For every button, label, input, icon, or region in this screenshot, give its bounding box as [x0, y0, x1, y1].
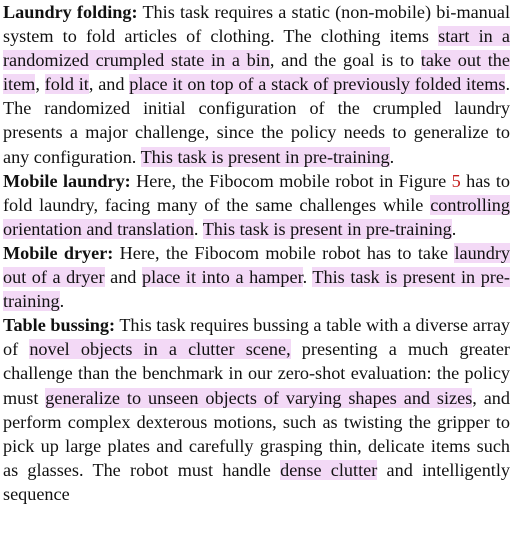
paragraph — [3, 0, 510, 169]
body-text: has to fold laundry, facing many of the same challenges while — [3, 170, 510, 215]
body-text: Here, the Fibocom mobile robot has to take — [113, 242, 455, 263]
body-text: . The randomized initial configuration of the crumpled laundry presents a major challenge, since the policy needs to generalize to any configuration. — [3, 74, 511, 167]
highlighted-text: This task is present in pre-training — [202, 218, 452, 239]
highlighted-text: This task is present in pre-training — [140, 146, 390, 167]
paragraph-term: Table bussing: — [3, 315, 116, 336]
body-text: and intelligently sequence — [3, 459, 510, 504]
document-page — [3, 0, 510, 506]
body-text: . — [451, 218, 457, 239]
paragraph-term: Mobile laundry: — [3, 170, 131, 191]
body-text: This task requires bussing a table with a diverse array of — [3, 315, 510, 360]
highlighted-text: generalize to unseen objects of varying shapes and sizes — [45, 387, 473, 408]
highlighted-text: laundry out of a dryer — [3, 242, 510, 288]
highlighted-text: place it on top of a stack of previously folded items — [129, 74, 506, 95]
body-text: , and — [88, 74, 130, 95]
paragraph — [3, 241, 510, 313]
highlighted-text: fold it — [44, 74, 89, 95]
highlighted-text: novel objects in a clutter scene, — [29, 339, 291, 360]
body-text: presenting a much greater challenge than the benchmark in our zero-shot evaluation: the policy must — [3, 339, 510, 408]
highlighted-text: place it into a hamper — [141, 267, 303, 288]
body-text: and — [104, 267, 142, 288]
paragraph-term: Laundry folding: — [3, 2, 138, 22]
highlighted-text: dense clutter — [280, 459, 378, 480]
paragraph — [3, 169, 510, 241]
body-text: , and the goal is to — [269, 50, 421, 71]
body-text: This task requires a static (non-mobile) bi-manual system to fold articles of clothing. The clothing items — [3, 2, 510, 47]
body-text: , and perform complex dexterous motions, such as twisting the gripper to pick up large plates and carefully grasping thin, delicate items such as glasses. The robot must handle — [3, 387, 510, 480]
highlighted-text: take out the item — [3, 50, 510, 95]
paragraph-term: Mobile dryer: — [3, 242, 114, 263]
body-text: , — [35, 74, 45, 95]
highlighted-text: This task is present in pre-training — [3, 267, 510, 312]
body-text: Here, the Fibocom mobile robot in Figure — [130, 170, 452, 191]
body-text: . — [59, 291, 65, 312]
body-text: . — [193, 218, 203, 239]
figure-reference-link[interactable]: 5 — [451, 170, 461, 191]
body-text: . — [389, 146, 395, 167]
highlighted-text: start in a randomized crumpled state in a bin — [3, 26, 510, 71]
body-text: . — [302, 267, 313, 288]
highlighted-text: controlling orientation and translation — [3, 194, 510, 239]
paragraph — [3, 313, 510, 506]
